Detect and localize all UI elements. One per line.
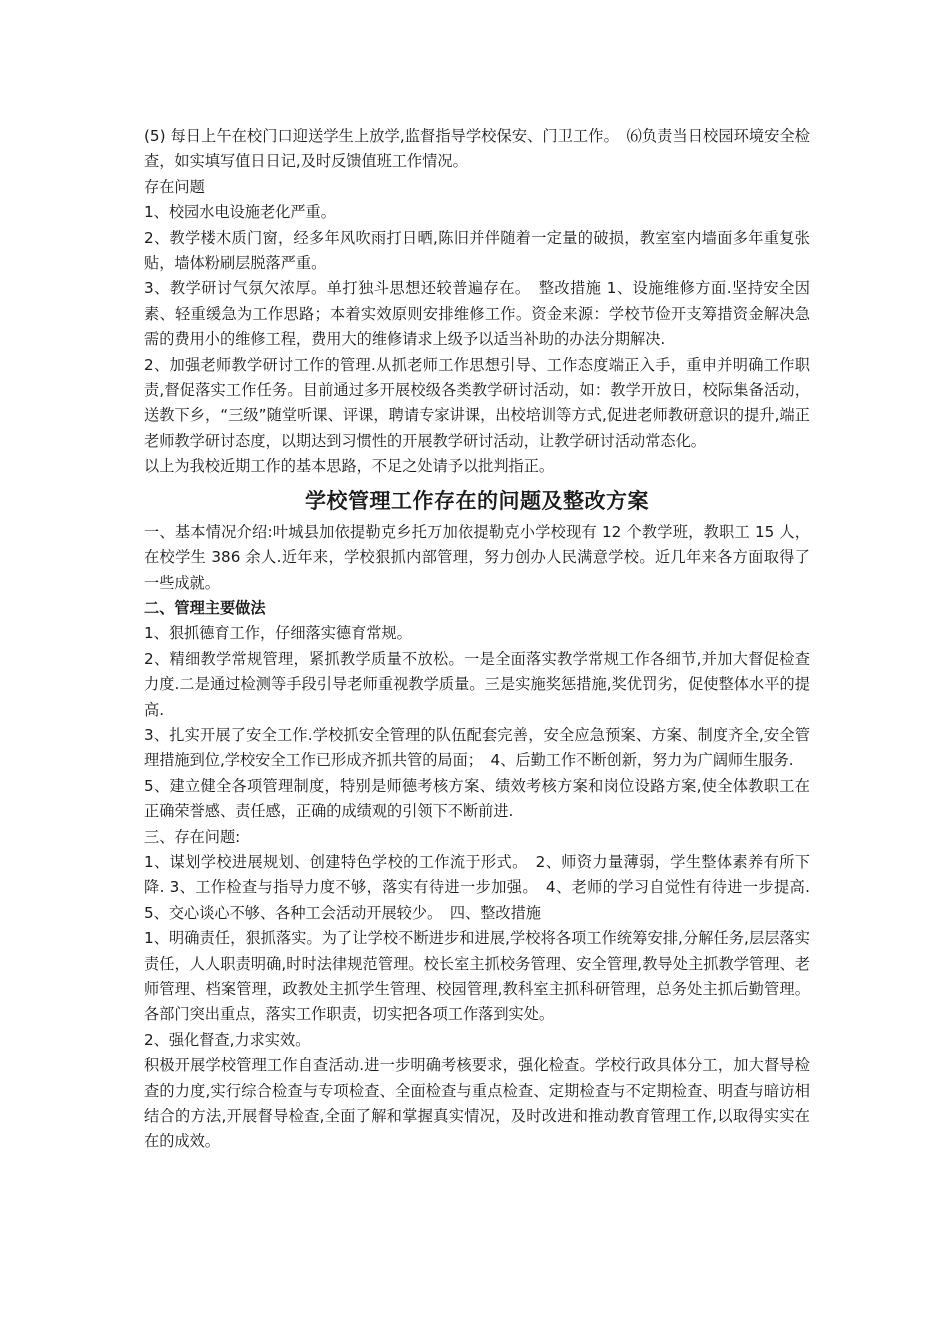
practice-item: 5、建立健全各项管理制度，特别是师德考核方案、绩效考核方案和岗位设路方案,使全体教职工在正确荣誉感、责任感，正确的成绩观的引领下不断前进. [144,776,810,821]
practice-item: 2、精细教学常规管理，紧抓教学质量不放松。一是全面落实教学常规工作各细节,并加大督促检查力度.二是通过检测等手段引导老师重视教学质量。三是实施奖惩措施,奖优罚劣，促使整体水平的提高. [144,649,810,719]
problem-item: 3、教学研讨气氛欠浓厚。单打独斗思想还较普遍存在。 整改措施 1、设施维修方面.坚持安全因素、轻重缓急为工作思路；本着实效原则安排维修工作。资金来源：学校节俭开支筹措资金解决急需的费用小的维修工程，费用大的维修请求上级予以适当补助的办法分期解决. [144,279,810,349]
practice-item: 1、狠抓德育工作，仔细落实德育常规。 [144,624,412,643]
practice-item: 3、扎实开展了安全工作.学校抓安全管理的队伍配套完善，安全应急预案、方案、制度齐全,安全管理措施到位,学校安全工作已形成齐抓共管的局面； 4、后勤工作不断创新，努力为广阔师生服务. [144,725,810,770]
problems-list: 1、谋划学校进展规划、创建特色学校的工作流于形式。 2、师资力量薄弱，学生整体素养有所下降. 3、工作检查与指导力度不够，落实有待进一步加强。 4、老师的学习自觉性有待进一步提高. 5、交心谈心不够、各种工会活动开展较少。 四、整改措施 [144,852,810,922]
section-heading-problems: 三、存在问题: [144,827,241,846]
rectification-item: 积极开展学校管理工作自查活动.进一步明确考核要求，强化检查。学校行政具体分工，加大督导检查的力度,实行综合检查与专项检查、全面检查与重点检查、定期检查与不定期检查、明查与暗访相结合的方法,开展督导检查,全面了解和掌握真实情况，及时改进和推动教育管理工作,以取得实实在在的成效。 [144,1056,810,1151]
problems-heading: 存在问题 [144,177,205,196]
section-heading-practices: 二、管理主要做法 [144,598,266,617]
problem-item: 1、校园水电设施老化严重。 [144,203,336,222]
closing-paragraph: 以上为我校近期工作的基本思路，不足之处请予以批判指正。 [144,457,555,476]
measure-item: 2、加强老师教学研讨工作的管理.从抓老师工作思想引导、工作态度端正入手，重申并明确工作职责,督促落实工作任务。目前通过多开展校级各类教学研讨活动，如：教学开放日，校际集备活动，送教下乡，“三级”随堂听课、评课，聘请专家讲课，出校培训等方式,促进老师教研意识的提升,端正老师教学研讨态度，以期达到习惯性的开展教学研讨活动，让教学研讨活动常态化。 [144,355,810,450]
rectification-item: 2、强化督查,力求实效。 [144,1030,311,1049]
section-basic-info: 一、基本情况介绍:叶城县加依提勒克乡托万加依提勒克小学校现有 12 个教学班，教职工 15 人，在校学生 386 余人.近年来，学校狠抓内部管理，努力创办人民满意学校。近几年来各方面取得了一些成就。 [144,522,810,592]
duty-item-paragraph: (5) 每日上午在校门口迎送学生上放学,监督指导学校保安、门卫工作。 ⑹负责当日校园环境安全检查，如实填写值日日记,及时反馈值班工作情况。 [144,127,810,171]
rectification-item: 1、明确责任，狠抓落实。为了让学校不断进步和进展,学校将各项工作统筹安排,分解任务,层层落实责任，人人职责明确,时时法律规范管理。校长室主抓校务管理、安全管理,教导处主抓教学管理、老师管理、档案管理，政教处主抓学生管理、校园管理,教科室主抓科研管理，总务处主抓后勤管理。各部门突出重点，落实工作职责，切实把各项工作落到实处。 [144,929,810,1024]
problem-item: 2、教学楼木质门窗，经多年风吹雨打日晒,陈旧并伴随着一定量的破损，教室室内墙面多年重复张贴，墙体粉刷层脱落严重。 [144,228,810,273]
document-body [144,124,810,1155]
document-title: 学校管理工作存在的问题及整改方案 [305,488,649,513]
